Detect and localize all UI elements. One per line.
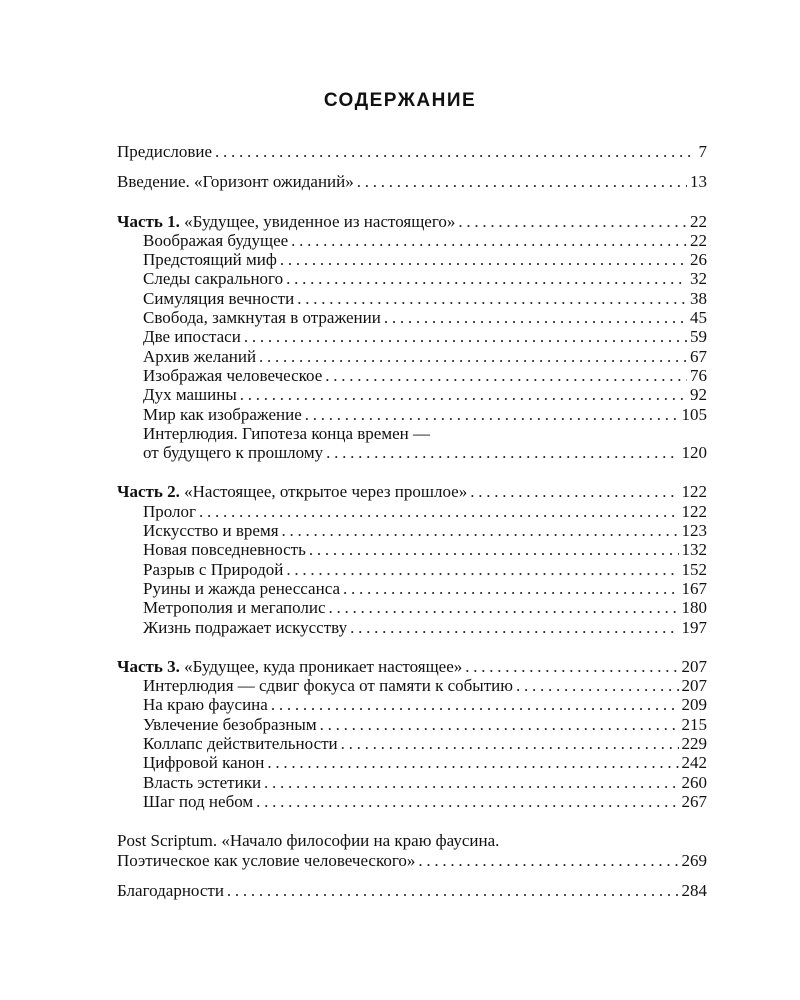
toc-interlude-line-1[interactable]: Интерлюдия. Гипотеза конца времен — (143, 423, 430, 443)
toc-page-number: 122 (681, 501, 707, 521)
toc-page-number: 229 (681, 734, 707, 754)
toc-postscript-line-2[interactable] (117, 851, 707, 870)
toc-page-number: 123 (681, 521, 707, 541)
toc-chapter[interactable] (117, 269, 707, 288)
toc-chapter[interactable] (117, 560, 707, 579)
toc-chapter[interactable] (117, 540, 707, 559)
dot-leader (465, 657, 678, 676)
toc-page-number: 26 (690, 250, 707, 270)
page-title: СОДЕРЖАНИЕ (323, 90, 477, 111)
toc-interlude-line-2[interactable] (117, 443, 707, 462)
toc-chapter[interactable] (117, 792, 707, 811)
dot-leader (286, 269, 687, 288)
toc-chapter[interactable] (117, 695, 707, 714)
dot-leader (458, 212, 687, 231)
dot-leader (350, 618, 678, 637)
part-title: «Будущее, куда проникает настоящее» (179, 656, 463, 676)
toc-entry-label: На краю фаусина (143, 695, 268, 715)
toc-entry-label: Воображая будущее (143, 230, 289, 250)
toc-part-label (117, 482, 467, 501)
toc-part-3[interactable] (117, 657, 707, 676)
dot-leader (286, 560, 678, 579)
toc-page-number: 167 (681, 578, 707, 598)
toc-chapter[interactable] (117, 502, 707, 521)
toc-chapter[interactable] (117, 289, 707, 308)
toc-page-number: 59 (690, 327, 707, 347)
toc-chapter[interactable] (117, 773, 707, 792)
dot-leader (516, 676, 679, 695)
toc-page-number: 13 (690, 172, 707, 192)
dot-leader (291, 231, 687, 250)
spacer (117, 811, 707, 831)
toc-page-number: 22 (690, 230, 707, 250)
toc-chapter[interactable] (117, 579, 707, 598)
dot-leader (240, 385, 687, 404)
toc-entry-label: Коллапс действительности (143, 734, 338, 754)
dot-leader (305, 405, 679, 424)
dot-leader (244, 327, 687, 346)
toc-chapter[interactable] (117, 347, 707, 366)
dot-leader (325, 366, 687, 385)
toc-chapter[interactable] (117, 385, 707, 404)
toc-part-2[interactable] (117, 482, 707, 501)
toc-page-number: 207 (681, 656, 707, 676)
toc-page-number: 180 (681, 598, 707, 618)
dot-leader (309, 540, 679, 559)
dot-leader (341, 734, 679, 753)
dot-leader (384, 308, 687, 327)
toc-chapter[interactable] (117, 327, 707, 346)
spacer (117, 637, 707, 657)
toc-entry-label: Благодарности (117, 880, 224, 900)
dot-leader (264, 773, 678, 792)
toc-page-number: 197 (681, 617, 707, 637)
toc-entry-label: Новая повседневность (143, 540, 306, 560)
spacer (117, 192, 707, 212)
toc-entry-label: Мир как изображение (143, 404, 302, 424)
table-of-contents (117, 142, 707, 900)
toc-entry-label: Интерлюдия — сдвиг фокуса от памяти к событию (143, 676, 513, 696)
toc-chapter[interactable] (117, 231, 707, 250)
toc-entry-label: Изображая человеческое (143, 365, 323, 385)
toc-part-1[interactable] (117, 212, 707, 231)
toc-page-number: 76 (690, 365, 707, 385)
toc-chapter[interactable] (117, 715, 707, 734)
toc-page-number: 152 (681, 559, 707, 579)
toc-entry-label: Введение. «Горизонт ожиданий» (117, 172, 354, 192)
toc-postscript-line-1[interactable]: Post Scriptum. «Начало философии на краю фаусина. (117, 831, 500, 851)
dot-leader (199, 502, 678, 521)
dot-leader (280, 250, 687, 269)
toc-entry-label: Разрыв с Природой (143, 559, 284, 579)
part-title: «Будущее, увиденное из настоящего» (179, 211, 456, 231)
toc-entry-label: Архив желаний (143, 346, 257, 366)
dot-leader (259, 347, 687, 366)
toc-entry-label: Следы сакрального (143, 269, 284, 289)
part-prefix: Часть 1. (117, 211, 180, 231)
toc-chapter[interactable] (117, 366, 707, 385)
part-prefix: Часть 3. (117, 656, 180, 676)
toc-page-number: 32 (690, 269, 707, 289)
toc-chapter[interactable] (117, 308, 707, 327)
dot-leader (418, 851, 678, 870)
spacer (117, 161, 707, 172)
toc-page-number: 67 (690, 346, 707, 366)
toc-entry-intro[interactable] (117, 172, 707, 191)
toc-entry-label: Предстоящий миф (143, 250, 277, 270)
toc-entry-label: Предисловие (117, 142, 213, 161)
toc-page-number: 120 (681, 443, 707, 463)
dot-leader (267, 753, 678, 772)
toc-entry-label: от будущего к прошлому (143, 443, 324, 463)
dot-leader (297, 289, 687, 308)
toc-entry-label: Искусство и время (143, 521, 279, 541)
toc-page-number: 132 (681, 540, 707, 560)
toc-page-number: 7 (698, 142, 707, 161)
toc-page-number: 260 (681, 772, 707, 792)
toc-chapter[interactable] (117, 598, 707, 617)
dot-leader (470, 482, 678, 501)
toc-chapter[interactable] (117, 618, 707, 637)
dot-leader (271, 695, 679, 714)
dot-leader (215, 142, 695, 161)
toc-chapter[interactable] (117, 405, 707, 424)
toc-entry-label: Увлечение безобразным (143, 714, 317, 734)
toc-page-number: 92 (690, 385, 707, 405)
toc-entry-label: Пролог (143, 501, 197, 521)
dot-leader (357, 172, 687, 191)
toc-page-number: 22 (690, 211, 707, 231)
toc-entry-label: Шаг под небом (143, 791, 254, 811)
toc-entry-label: Власть эстетики (143, 772, 262, 792)
toc-chapter[interactable] (117, 676, 707, 695)
toc-page-number: 267 (681, 791, 707, 811)
dot-leader (326, 443, 678, 462)
dot-leader (320, 715, 679, 734)
toc-entry-label: Свобода, замкнутая в отражении (143, 308, 381, 328)
toc-page-number: 45 (690, 308, 707, 328)
toc-chapter[interactable] (117, 521, 707, 540)
toc-entry-label: Жизнь подражает искусству (143, 617, 348, 637)
toc-page-number: 242 (681, 753, 707, 773)
dot-leader (329, 598, 679, 617)
toc-page-number: 122 (681, 482, 707, 502)
toc-entry-label: Цифровой канон (143, 753, 265, 773)
dot-leader (256, 792, 678, 811)
toc-entry-label: Симуляция вечности (143, 288, 295, 308)
dot-leader (227, 881, 679, 900)
toc-chapter[interactable] (117, 734, 707, 753)
dot-leader (343, 579, 678, 598)
toc-chapter[interactable] (117, 250, 707, 269)
part-prefix: Часть 2. (117, 482, 180, 502)
toc-chapter[interactable] (117, 753, 707, 772)
toc-entry-label: Поэтическое как условие человеческого» (117, 850, 416, 870)
toc-entry-label: Руины и жажда ренессанса (143, 578, 341, 598)
spacer (117, 870, 707, 881)
toc-page-number: 284 (681, 880, 707, 900)
toc-entry-label: Две ипостаси (143, 327, 241, 347)
toc-part-label (117, 212, 455, 231)
toc-page-number: 207 (681, 676, 707, 696)
toc-page-number: 215 (681, 714, 707, 734)
toc-part-label (117, 657, 462, 676)
toc-page-number: 209 (681, 695, 707, 715)
toc-entry-label: Метрополия и мегаполис (143, 598, 326, 618)
toc-entry-acknowledgements[interactable] (117, 881, 707, 900)
toc-page-number: 105 (681, 404, 707, 424)
part-title: «Настоящее, открытое через прошлое» (179, 482, 468, 502)
spacer (117, 462, 707, 482)
toc-entry-label: Дух машины (143, 385, 237, 405)
toc-page-number: 38 (690, 288, 707, 308)
toc-page-number: 269 (681, 850, 707, 870)
toc-entry-preface[interactable] (117, 142, 707, 161)
dot-leader (282, 521, 679, 540)
